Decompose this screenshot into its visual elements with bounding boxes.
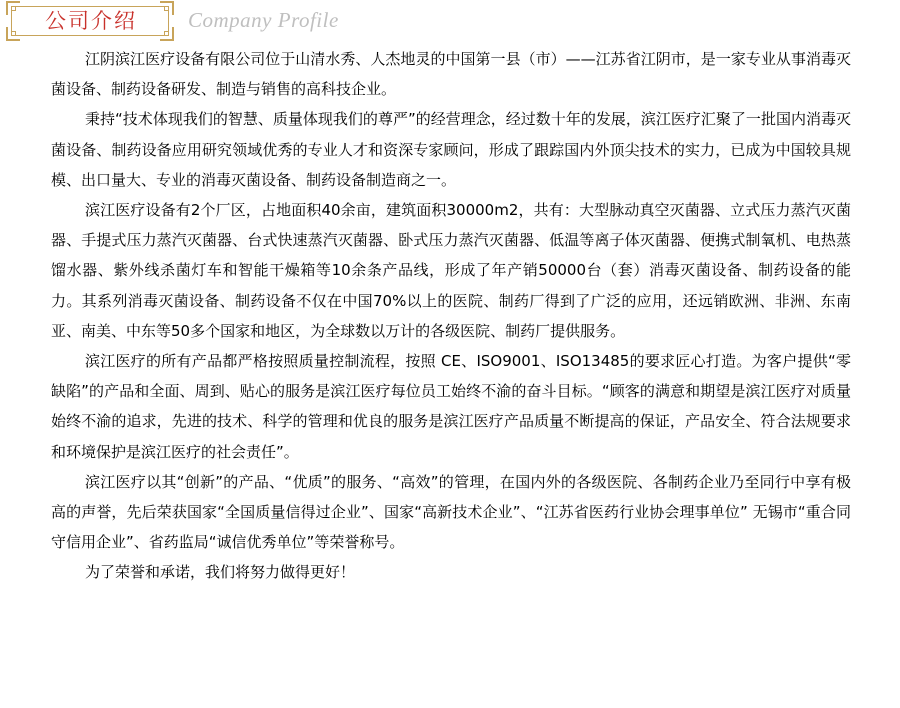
paragraph: 滨江医疗的所有产品都严格按照质量控制流程，按照 CE、ISO9001、ISO13485的要求匠心打造。为客户提供“零缺陷”的产品和全面、周到、贴心的服务是滨江医疗每位员工始终不渝的奋斗目标。“顾客的满意和期望是滨江医疗对质量始终不渝的追求，先进的技术、科学的管理和优良的服务是滨江医疗产品质量不断提高的保证，产品安全、符合法规要求和环境保护是滨江医疗的社会责任”。 (51, 352, 851, 461)
section-header (0, 0, 900, 40)
section-subtitle: Company Profile (188, 8, 339, 32)
profile-content (51, 44, 851, 588)
paragraph: 滨江医疗设备有2个厂区，占地面积40余亩，建筑面积30000m2，共有：大型脉动真空灭菌器、立式压力蒸汽灭菌器、手提式压力蒸汽灭菌器、台式快速蒸汽灭菌器、卧式压力蒸汽灭菌器、低温等离子体灭菌器、便携式制氧机、电热蒸馏水器、紫外线杀菌灯车和智能干燥箱等10余条产品线，形成了年产销50000台（套）消毒灭菌设备、制药设备的能力。其系列消毒灭菌设备、制药设备不仅在中国70%以上的医院、制药厂得到了广泛的应用，还远销欧洲、非洲、东南亚、南美、中东等50多个国家和地区，为全球数以万计的各级医院、制药厂提供服务。 (51, 201, 851, 340)
paragraph: 秉持“技术体现我们的智慧、质量体现我们的尊严”的经营理念，经过数十年的发展，滨江医疗汇聚了一批国内消毒灭菌设备、制药设备应用研究领域优秀的专业人才和资深专家顾问，形成了跟踪国内外顶尖技术的实力，已成为中国较具规模、出口量大、专业的消毒灭菌设备、制药设备制造商之一。 (51, 110, 851, 189)
paragraph: 为了荣誉和承诺，我们将努力做得更好！ (85, 563, 356, 582)
section-title: 公司介绍 (45, 9, 137, 33)
paragraph: 江阴滨江医疗设备有限公司位于山清水秀、人杰地灵的中国第一县（市）——江苏省江阴市，是一家专业从事消毒灭菌设备、制药设备研发、制造与销售的高科技企业。 (51, 50, 851, 99)
title-frame (11, 6, 169, 36)
paragraph: 滨江医疗以其“创新”的产品、“优质”的服务、“高效”的管理，在国内外的各级医院、各制药企业乃至同行中享有极高的声誉，先后荣获国家“全国质量信得过企业”、国家“高新技术企业”、“江苏省医药行业协会理事单位” 无锡市“重合同守信用企业”、省药监局“诚信优秀单位”等荣誉称号。 (51, 472, 851, 552)
